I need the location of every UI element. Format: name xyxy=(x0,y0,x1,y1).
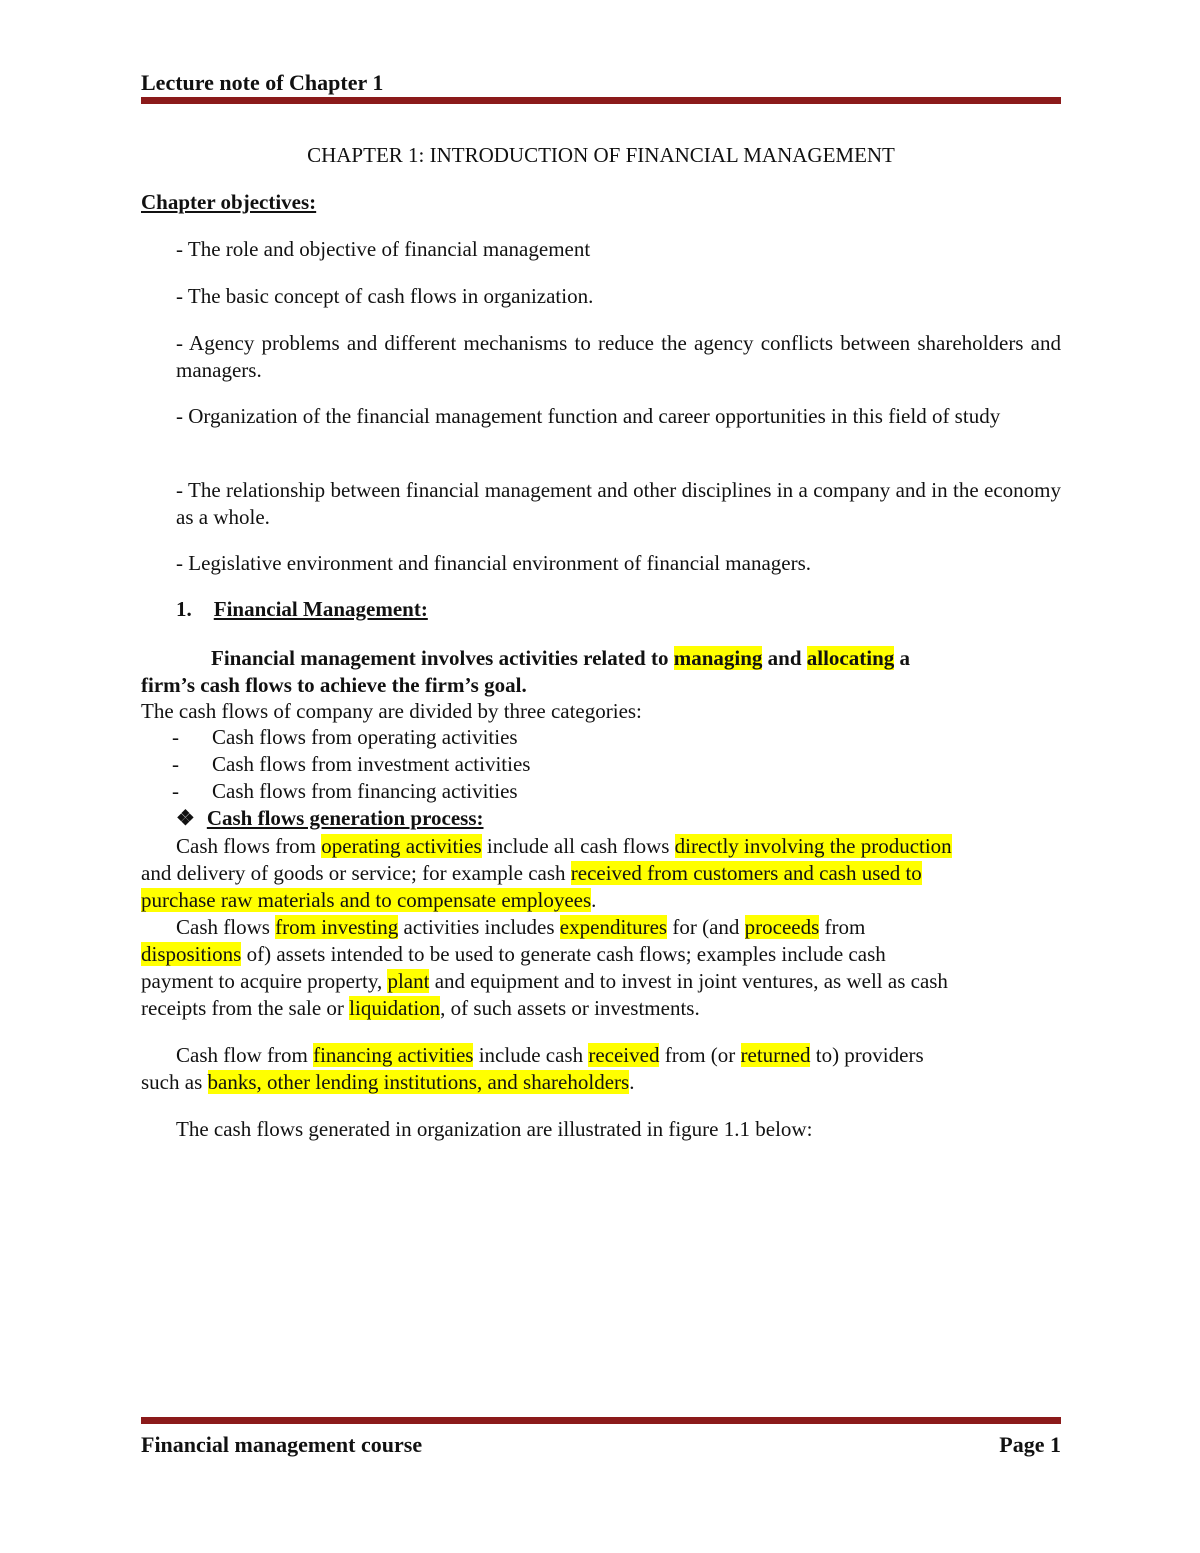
footer-rule xyxy=(141,1417,1061,1424)
highlight: managing xyxy=(673,646,763,670)
operating-line-3: purchase raw materials and to compensate employees. xyxy=(141,888,597,912)
category-item: - Cash flows from operating activities xyxy=(172,725,518,749)
highlight: returned xyxy=(740,1043,811,1067)
highlight: operating activities xyxy=(321,834,482,858)
investing-line-2: dispositions of) assets intended to be used to generate cash flows; examples include cash xyxy=(141,942,886,966)
highlight: proceeds xyxy=(744,915,820,939)
objectives-heading: Chapter objectives: xyxy=(141,190,317,214)
objective-item: - The relationship between financial management and other disciplines in a company and in the economy as a whole. xyxy=(176,478,1061,529)
highlight: dispositions xyxy=(141,942,242,966)
highlight: expenditures xyxy=(559,915,668,939)
chapter-title: CHAPTER 1: INTRODUCTION OF FINANCIAL MANAGEMENT xyxy=(307,143,895,167)
objective-item: - Agency problems and different mechanisms to reduce the agency conflicts between shareholders and managers. xyxy=(176,331,1061,382)
figure-reference: The cash flows generated in organization are illustrated in figure 1.1 below: xyxy=(176,1117,813,1141)
definition-line-1: Financial management involves activities related to managing and allocating a xyxy=(211,646,911,670)
highlight: financing activities xyxy=(313,1043,474,1067)
financing-line-1: Cash flow from financing activities include cash received from (or returned to) providers xyxy=(176,1043,924,1067)
categories-intro: The cash flows of company are divided by three categories: xyxy=(141,699,642,723)
objective-item: - The role and objective of financial management xyxy=(176,237,591,261)
highlight: plant xyxy=(387,969,430,993)
section-number: 1. xyxy=(176,597,192,621)
highlight: received from customers and cash used to xyxy=(570,861,922,885)
operating-line-2: and delivery of goods or service; for example cash received from customers and cash used to xyxy=(141,861,922,885)
highlight: liquidation xyxy=(349,996,441,1020)
investing-line-1: Cash flows from investing activities includes expenditures for (and proceeds from xyxy=(176,915,866,939)
footer-page-number: Page 1 xyxy=(999,1432,1061,1457)
process-heading xyxy=(176,806,484,831)
objective-item: - The basic concept of cash flows in organization. xyxy=(176,284,594,308)
section-heading xyxy=(176,597,428,622)
section-title: Financial Management: xyxy=(213,597,428,621)
highlight: allocating xyxy=(806,646,895,670)
diamond-bullet-icon: ❖ xyxy=(176,806,195,830)
footer-course: Financial management course xyxy=(141,1432,423,1457)
objective-item: - Organization of the financial management function and career opportunities in this field of study xyxy=(176,404,1001,428)
highlight: received xyxy=(588,1043,660,1067)
category-item: - Cash flows from financing activities xyxy=(172,779,518,803)
header-title: Lecture note of Chapter 1 xyxy=(141,70,384,95)
header-rule xyxy=(141,97,1061,104)
definition-line-2: firm’s cash flows to achieve the firm’s goal. xyxy=(141,673,527,697)
financing-line-2: such as banks, other lending institutions, and shareholders. xyxy=(141,1070,635,1094)
investing-line-3: payment to acquire property, plant and equipment and to invest in joint ventures, as well as cash xyxy=(141,969,948,993)
highlight: from investing xyxy=(275,915,399,939)
highlight: banks, other lending institutions, and shareholders xyxy=(207,1070,630,1094)
category-item: - Cash flows from investment activities xyxy=(172,752,531,776)
operating-line-1: Cash flows from operating activities include all cash flows directly involving the production xyxy=(176,834,952,858)
highlight: directly involving the production xyxy=(674,834,952,858)
objective-item: - Legislative environment and financial environment of financial managers. xyxy=(176,551,812,575)
process-title: Cash flows generation process: xyxy=(206,806,484,830)
highlight: purchase raw materials and to compensate employees xyxy=(141,888,592,912)
investing-line-4: receipts from the sale or liquidation, of such assets or investments. xyxy=(141,996,700,1020)
